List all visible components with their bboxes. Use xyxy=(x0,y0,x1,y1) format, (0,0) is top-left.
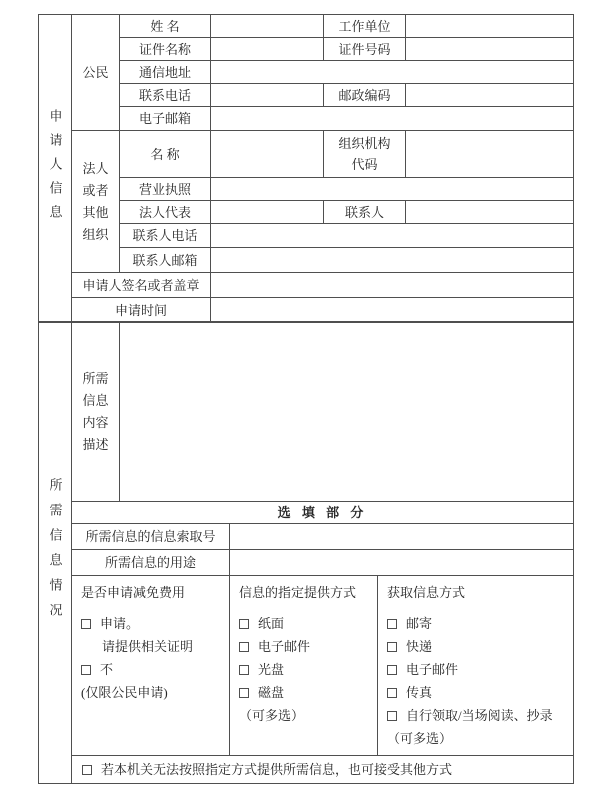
description-label: 所需信息内容描述 xyxy=(82,370,109,452)
checkbox-square-icon xyxy=(81,619,91,629)
address-label: 通信地址 xyxy=(120,61,211,84)
org-name-label: 名 称 xyxy=(120,131,211,178)
fee-waiver-apply-option[interactable] xyxy=(81,616,139,631)
contact-phone-label: 联系人电话 xyxy=(120,224,211,248)
provide-method-cd-option[interactable] xyxy=(239,662,284,677)
postcode-label: 邮政编码 xyxy=(324,84,406,107)
fee-waiver-no-option[interactable] xyxy=(81,662,113,677)
contact-email-label: 联系人邮箱 xyxy=(120,248,211,273)
signature-input-cell[interactable] xyxy=(211,273,574,298)
address-input-cell[interactable] xyxy=(211,61,574,84)
required-section-label: 所需信息情况 xyxy=(47,477,63,628)
obtain-method-mail-option[interactable] xyxy=(387,616,432,631)
fee-waiver-title: 是否申请减免费用 xyxy=(81,585,186,600)
fee-waiver-no-label: 不 xyxy=(100,662,114,677)
provide-methods-cell xyxy=(230,576,378,756)
other-method-note-label: 若本机关无法按照指定方式提供所需信息，也可接受其他方式 xyxy=(101,762,453,777)
obtain-method-email-label: 电子邮件 xyxy=(406,662,459,677)
obtain-methods-footnote: （可多选） xyxy=(387,731,453,746)
obtain-method-fax-option[interactable] xyxy=(387,685,432,700)
apply-time-input-cell[interactable] xyxy=(211,298,574,323)
provide-method-paper-label: 纸面 xyxy=(258,616,285,631)
optional-section-header: 选 填 部 分 xyxy=(72,502,574,524)
applicant-section-label: 申请人信息 xyxy=(47,108,63,229)
postcode-input-cell[interactable] xyxy=(406,84,574,107)
phone-label: 联系电话 xyxy=(120,84,211,107)
name-input-cell[interactable] xyxy=(211,15,324,38)
provide-method-email-option[interactable] xyxy=(239,639,310,654)
index-no-input-cell[interactable] xyxy=(230,524,574,550)
provide-method-paper-option[interactable] xyxy=(239,616,284,631)
legal-rep-input-cell[interactable] xyxy=(211,201,324,224)
signature-label: 申请人签名或者盖章 xyxy=(72,273,211,298)
required-section-label-cell xyxy=(39,322,72,784)
provide-methods-title: 信息的指定提供方式 xyxy=(239,585,357,600)
index-no-label: 所需信息的信息索取号 xyxy=(72,524,230,550)
org-code-label: 组织机构代码 xyxy=(338,136,391,172)
checkbox-square-icon xyxy=(239,688,249,698)
checkbox-square-icon xyxy=(81,665,91,675)
applicant-info-table xyxy=(38,14,574,323)
id-number-label: 证件号码 xyxy=(324,38,406,61)
obtain-method-express-label: 快递 xyxy=(406,639,433,654)
contact-email-input-cell[interactable] xyxy=(211,248,574,273)
citizen-group-label-cell: 公民 xyxy=(72,15,120,131)
obtain-method-self-pickup-option[interactable] xyxy=(387,708,553,723)
phone-input-cell[interactable] xyxy=(211,84,324,107)
other-method-checkbox[interactable] xyxy=(82,765,92,775)
obtain-methods-cell xyxy=(378,576,574,756)
description-label-cell xyxy=(72,322,120,502)
legal-rep-label: 法人代表 xyxy=(120,201,211,224)
provide-method-cd-label: 光盘 xyxy=(258,662,285,677)
apply-time-label: 申请时间 xyxy=(72,298,211,323)
checkbox-square-icon xyxy=(387,642,397,652)
obtain-method-email-option[interactable] xyxy=(387,662,458,677)
provide-method-disk-label: 磁盘 xyxy=(258,685,285,700)
contact-label: 联系人 xyxy=(324,201,406,224)
id-type-input-cell[interactable] xyxy=(211,38,324,61)
obtain-method-fax-label: 传真 xyxy=(406,685,433,700)
work-unit-label: 工作单位 xyxy=(324,15,406,38)
obtain-method-express-option[interactable] xyxy=(387,639,432,654)
name-label: 姓 名 xyxy=(120,15,211,38)
checkbox-square-icon xyxy=(387,711,397,721)
fee-waiver-cell xyxy=(72,576,230,756)
checkbox-square-icon xyxy=(239,665,249,675)
fee-waiver-proof-note: 请提供相关证明 xyxy=(102,639,194,654)
provide-method-email-label: 电子邮件 xyxy=(258,639,311,654)
checkbox-square-icon xyxy=(387,688,397,698)
fee-waiver-apply-label: 申请。 xyxy=(100,616,140,631)
org-group-label-cell xyxy=(72,131,120,273)
obtain-methods-title: 获取信息方式 xyxy=(387,585,466,600)
provide-method-disk-option[interactable] xyxy=(239,685,284,700)
license-label: 营业执照 xyxy=(120,178,211,201)
obtain-method-mail-label: 邮寄 xyxy=(406,616,433,631)
checkbox-square-icon xyxy=(239,619,249,629)
obtain-method-self-pickup-label: 自行领取/当场阅读、抄录 xyxy=(406,708,553,723)
fee-waiver-footnote: (仅限公民申请) xyxy=(81,685,168,700)
license-input-cell[interactable] xyxy=(211,178,574,201)
contact-input-cell[interactable] xyxy=(406,201,574,224)
description-input-cell[interactable] xyxy=(120,322,574,502)
org-code-label-cell xyxy=(324,131,406,178)
work-unit-input-cell[interactable] xyxy=(406,15,574,38)
org-name-input-cell[interactable] xyxy=(211,131,324,178)
id-type-label: 证件名称 xyxy=(120,38,211,61)
email-input-cell[interactable] xyxy=(211,107,574,131)
email-label: 电子邮箱 xyxy=(120,107,211,131)
contact-phone-input-cell[interactable] xyxy=(211,224,574,248)
checkbox-square-icon xyxy=(387,619,397,629)
required-info-table xyxy=(38,321,574,784)
purpose-input-cell[interactable] xyxy=(230,550,574,576)
id-number-input-cell[interactable] xyxy=(406,38,574,61)
checkbox-square-icon xyxy=(387,665,397,675)
checkbox-square-icon xyxy=(239,642,249,652)
other-method-note-cell xyxy=(72,756,574,784)
purpose-label: 所需信息的用途 xyxy=(72,550,230,576)
org-group-label: 法人或者其他组织 xyxy=(82,160,109,242)
org-code-input-cell[interactable] xyxy=(406,131,574,178)
applicant-section-label-cell xyxy=(39,15,72,323)
provide-methods-footnote: （可多选） xyxy=(239,708,305,723)
